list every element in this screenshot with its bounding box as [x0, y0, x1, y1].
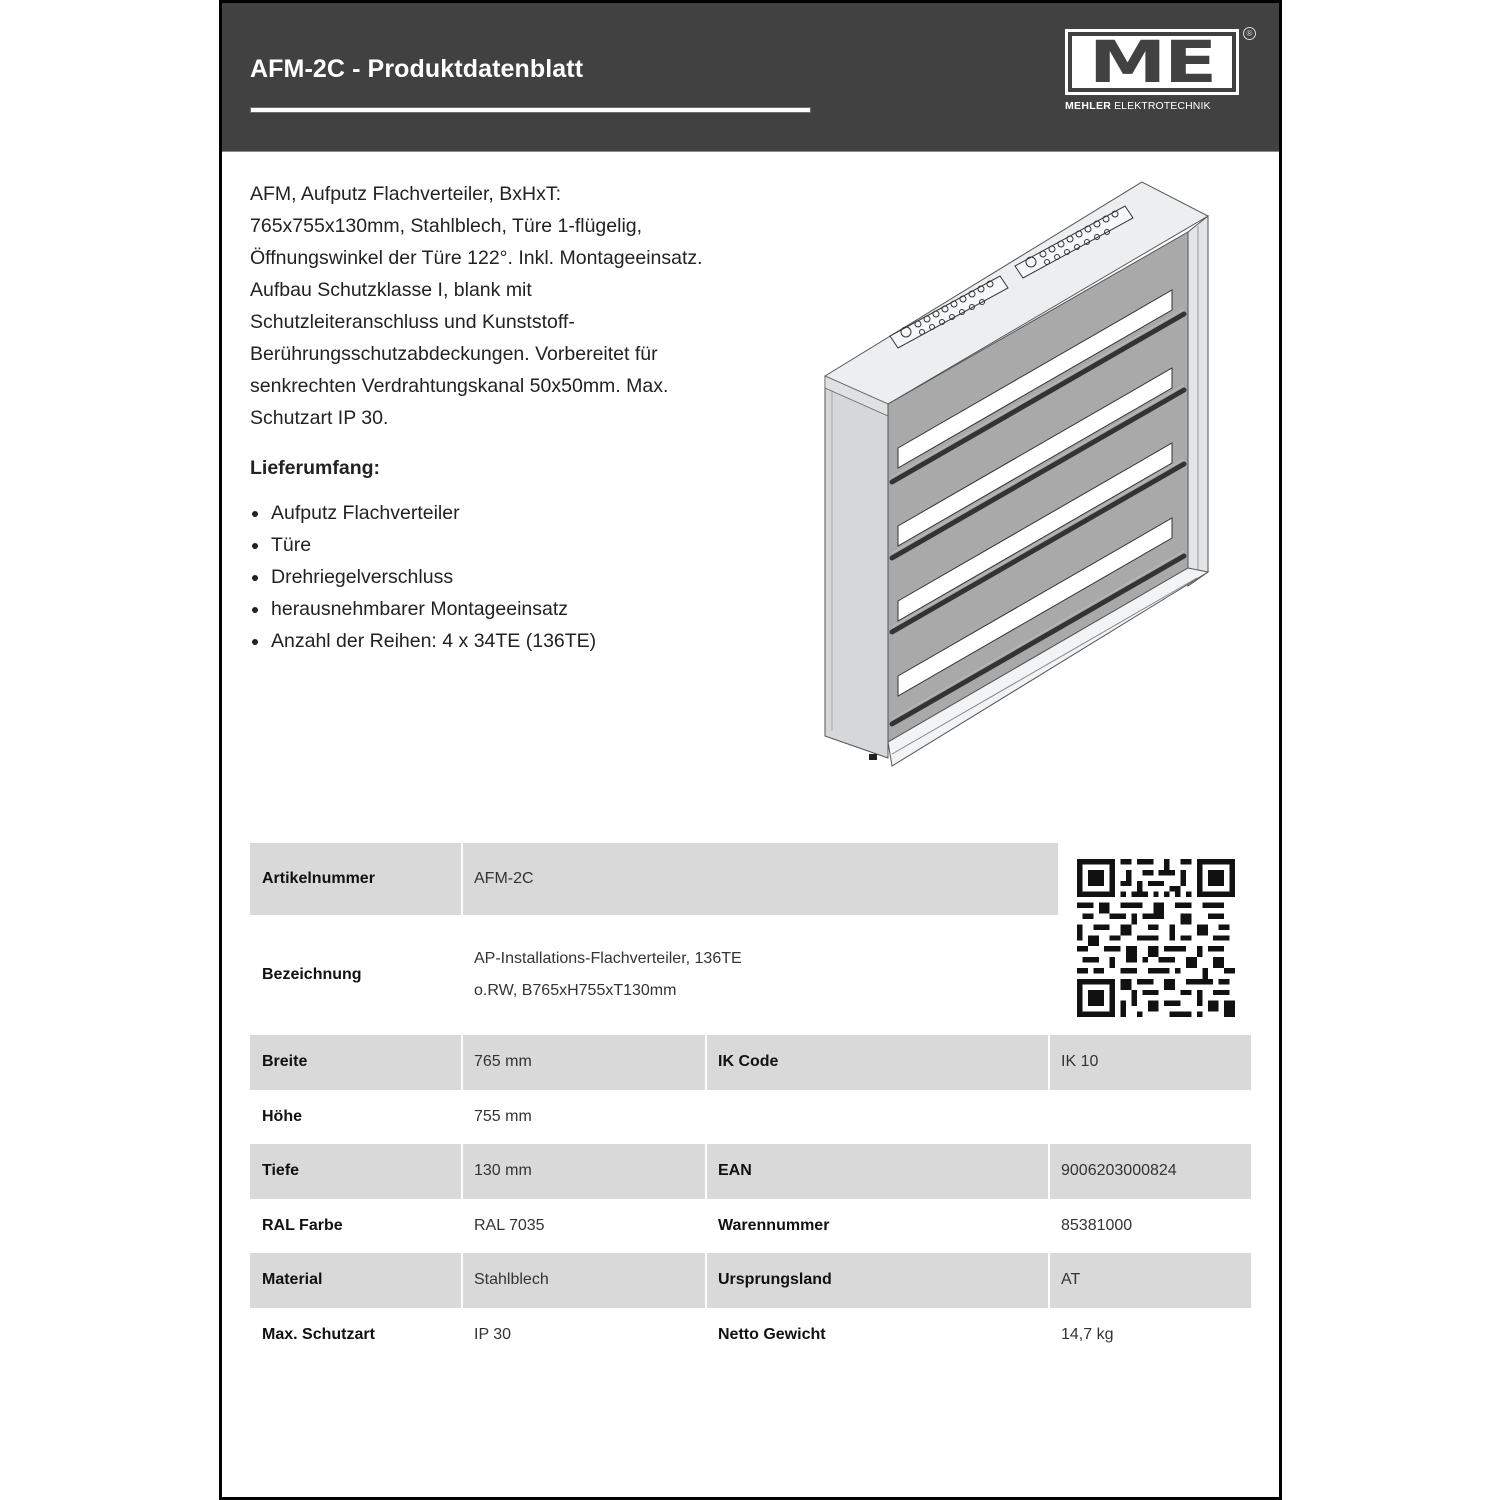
logo-brand-bold: MEHLER — [1065, 100, 1112, 112]
table-row — [250, 1199, 1251, 1254]
description-line: AFM, Aufputz Flachverteiler, BxHxT: — [250, 183, 562, 205]
spec-label: Tiefe — [250, 1144, 463, 1199]
logo-brand-regular: ELEKTROTECHNIK — [1114, 100, 1211, 112]
spec-value: IK 10 — [1061, 1053, 1099, 1071]
title-underline — [250, 107, 811, 113]
spec-label: Warennummer — [707, 1199, 1050, 1254]
product-image — [822, 176, 1217, 776]
qr-code-icon — [1077, 859, 1235, 1017]
specs-table — [250, 1035, 1251, 1362]
value-artikelnummer: AFM-2C — [474, 870, 534, 887]
spec-value: 765 mm — [463, 1035, 707, 1090]
description-line: senkrechten Verdrahtungskanal 50x50mm. Max. — [250, 375, 669, 397]
spec-value: IP 30 — [463, 1308, 707, 1363]
header-banner — [222, 0, 1279, 152]
table-row-artikelnummer — [250, 843, 1058, 915]
logo-letters: ME — [1088, 28, 1216, 96]
description-line: Berührungsschutzabdeckungen. Vorbereitet für — [250, 343, 658, 365]
spec-value: RAL 7035 — [463, 1199, 707, 1254]
spec-value — [1050, 1090, 1251, 1145]
spec-label: Max. Schutzart — [250, 1308, 463, 1363]
spec-value: 9006203000824 — [1061, 1162, 1177, 1180]
spec-label: Höhe — [250, 1090, 463, 1145]
table-row-bezeichnung — [250, 917, 1058, 1033]
scope-item: Türe — [250, 529, 596, 561]
label-bezeichnung: Bezeichnung — [250, 917, 463, 1033]
table-row — [250, 1090, 1251, 1145]
spec-label: Netto Gewicht — [707, 1308, 1050, 1363]
label-artikelnummer: Artikelnummer — [250, 843, 463, 915]
scope-item: Anzahl der Reihen: 4 x 34TE (136TE) — [250, 625, 596, 657]
spec-label: EAN — [707, 1144, 1050, 1199]
spec-value: AT — [1061, 1271, 1081, 1289]
spec-value: 755 mm — [463, 1090, 707, 1145]
scope-item: Aufputz Flachverteiler — [250, 497, 596, 529]
logo-frame — [1065, 29, 1239, 95]
value-bezeichnung — [474, 943, 742, 1007]
table-row — [250, 1253, 1251, 1308]
logo-caption — [1065, 100, 1211, 112]
scope-heading: Lieferumfang: — [250, 457, 381, 479]
spec-value: 130 mm — [463, 1144, 707, 1199]
spec-label: Breite — [250, 1035, 463, 1090]
bezeichnung-line: o.RW, B765xH755xT130mm — [474, 982, 677, 999]
spec-value: 14,7 kg — [1061, 1325, 1114, 1343]
mehler-logo — [1065, 29, 1255, 119]
spec-label: IK Code — [707, 1035, 1050, 1090]
spec-value: 85381000 — [1061, 1216, 1133, 1234]
registered-mark-icon: ® — [1243, 27, 1256, 40]
description-line: Aufbau Schutzklasse I, blank mit — [250, 279, 532, 301]
spec-label — [707, 1090, 1050, 1145]
spec-label: Ursprungsland — [707, 1253, 1050, 1308]
description-line: Öffnungswinkel der Türe 122°. Inkl. Montageeinsatz. — [250, 247, 703, 269]
table-row — [250, 1035, 1251, 1090]
scope-list — [250, 497, 596, 657]
page-title: AFM-2C - Produktdatenblatt — [250, 55, 584, 83]
spec-value: Stahlblech — [463, 1253, 707, 1308]
spec-label: RAL Farbe — [250, 1199, 463, 1254]
scope-item: Drehriegelverschluss — [250, 561, 596, 593]
spec-label: Material — [250, 1253, 463, 1308]
scope-item: herausnehmbarer Montageeinsatz — [250, 593, 596, 625]
table-row — [250, 1144, 1251, 1199]
product-description — [250, 178, 770, 434]
description-line: Schutzleiteranschluss und Kunststoff- — [250, 311, 575, 333]
table-row — [250, 1308, 1251, 1363]
datasheet-page — [219, 0, 1282, 1500]
description-line: Schutzart IP 30. — [250, 407, 389, 429]
bezeichnung-line: AP-Installations-Flachverteiler, 136TE — [474, 950, 742, 967]
description-line: 765x755x130mm, Stahlblech, Türe 1-flügelig, — [250, 215, 643, 237]
